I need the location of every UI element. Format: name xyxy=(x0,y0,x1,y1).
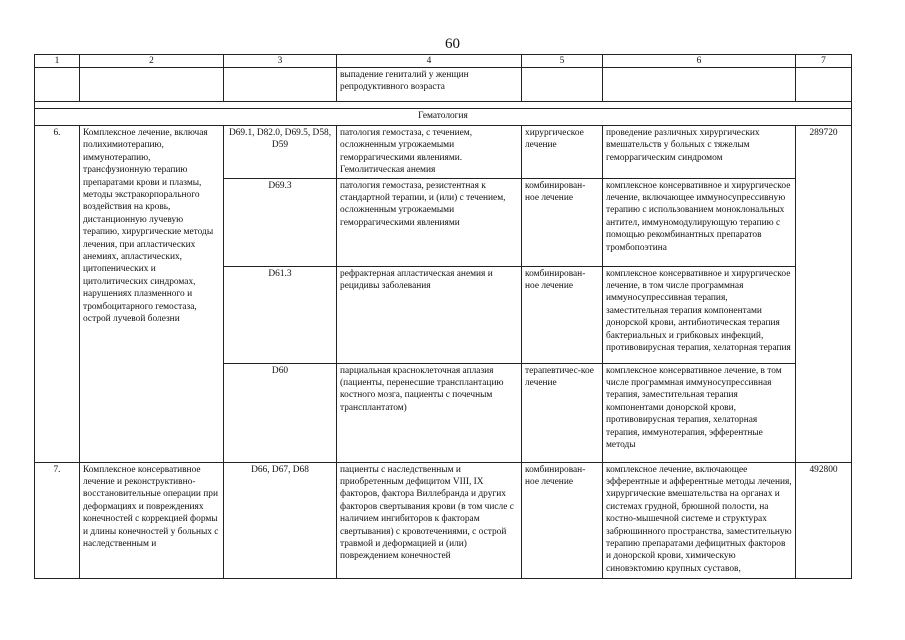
column-number: 1 xyxy=(35,55,80,68)
treatment-type: хирургическое лечение xyxy=(522,126,603,179)
icd-codes: D66, D67, D68 xyxy=(224,462,337,578)
entry-number: 7. xyxy=(35,462,80,578)
diagnosis-cell: патология гемостаза, с течением, осложненным угрожаемыми геморрагическими явлениями. Гемолитическая анемия xyxy=(337,126,522,179)
section-header-row xyxy=(35,109,852,126)
column-number: 5 xyxy=(522,55,603,68)
page-number: 60 xyxy=(445,36,460,52)
icd-codes: D60 xyxy=(224,363,337,462)
cost-value: 289720 xyxy=(796,126,852,463)
diagnosis-cell: пациенты с наследственным и приобретенным дефицитом VIII, IX факторов, фактора Виллебранда и других факторов свертывания крови (в том числе с наличием ингибиторов к факторам свертывания) с кровотечениями, с острой травмой и деформацией и (или) повреждением конечностей xyxy=(337,462,522,578)
icd-codes: D61.3 xyxy=(224,266,337,363)
treatment-type: комбинирован-ное лечение xyxy=(522,266,603,363)
treatment-method: комплексное лечение, включающее эфферентные и афферентные методы лечения, хирургические вмешательства на органах и системах грудной, брюшной полости, на костно-мышечной системе и структурах забрюшинного пространства, заместительную терапию препаратами дефицитных факторов и донорской крови, химическую синовэктомию крупных суставов, xyxy=(603,462,796,578)
treatment-method: комплексное консервативное и хирургическое лечение, в том числе программная иммуносупрессивная терапия, заместительная терапия компонентами донорской крови, антибиотическая терапия бактериальных и грибковых инфекций, противовирусная терапия, хелаторная терапия xyxy=(603,266,796,363)
column-number: 4 xyxy=(337,55,522,68)
column-number: 3 xyxy=(224,55,337,68)
treatment-method: проведение различных хирургических вмешательств у больных с тяжелым геморрагическим синдромом xyxy=(603,126,796,179)
icd-codes: D69.3 xyxy=(224,178,337,266)
entry-number: 6. xyxy=(35,126,80,463)
table-row xyxy=(35,462,852,578)
column-number: 2 xyxy=(80,55,224,68)
treatment-type: комбинирован-ное лечение xyxy=(522,462,603,578)
diagnosis-cell: патология гемостаза, резистентная к стандартной терапии, и (или) с течением, осложненным угрожаемыми геморрагическими явлениями xyxy=(337,178,522,266)
table-row xyxy=(35,126,852,179)
column-number: 6 xyxy=(603,55,796,68)
diagnosis-cell: выпадение гениталий у женщин репродуктивного возраста xyxy=(337,68,522,102)
column-number-row xyxy=(35,55,852,68)
treatment-type: комбинирован-ное лечение xyxy=(522,178,603,266)
diagnosis-cell: парциальная красноклеточная аплазия (пациенты, перенесшие трансплантацию костного мозга, пациенты с почечным трансплантатом) xyxy=(337,363,522,462)
entry-name: Комплексное консервативное лечение и реконструктивно-восстановительные операции при деформациях и повреждениях конечностей с коррекцией формы и длины конечностей у больных с наследственным и xyxy=(80,462,224,578)
treatment-method: комплексное консервативное лечение, в том числе программная иммуносупрессивная терапия, заместительная терапия компонентами донорской крови, противовирусная терапия, хелаторная терапия, иммунотерапия, эфферентные методы xyxy=(603,363,796,462)
continuation-row xyxy=(35,68,852,102)
treatment-type: терапевтичес-кое лечение xyxy=(522,363,603,462)
treatment-method: комплексное консервативное и хирургическое лечение, включающее иммуносупрессивную терапию с использованием моноклональных антител, иммуномодулирующую терапию с помощью рекомбинантных препаратов тромбопоэтина xyxy=(603,178,796,266)
entry-name: Комплексное лечение, включая полихимиотерапию, иммунотерапию, трансфузионную терапию препаратами крови и плазмы, методы экстракорпорального воздействия на кровь, дистанционную лучевую терапию, хирургические методы лечения, при апластических анемиях, апластических, цитопенических и цитолитических синдромах, нарушениях плазменного и тромбоцитарного гемостаза, острой лучевой болезни xyxy=(80,126,224,463)
section-title: Гематология xyxy=(35,109,852,126)
spacer-row xyxy=(35,102,852,109)
column-number: 7 xyxy=(796,55,852,68)
diagnosis-cell: рефрактерная апластическая анемия и рецидивы заболевания xyxy=(337,266,522,363)
icd-codes: D69.1, D82.0, D69.5, D58, D59 xyxy=(224,126,337,179)
medical-care-table xyxy=(34,54,852,579)
cost-value: 492800 xyxy=(796,462,852,578)
